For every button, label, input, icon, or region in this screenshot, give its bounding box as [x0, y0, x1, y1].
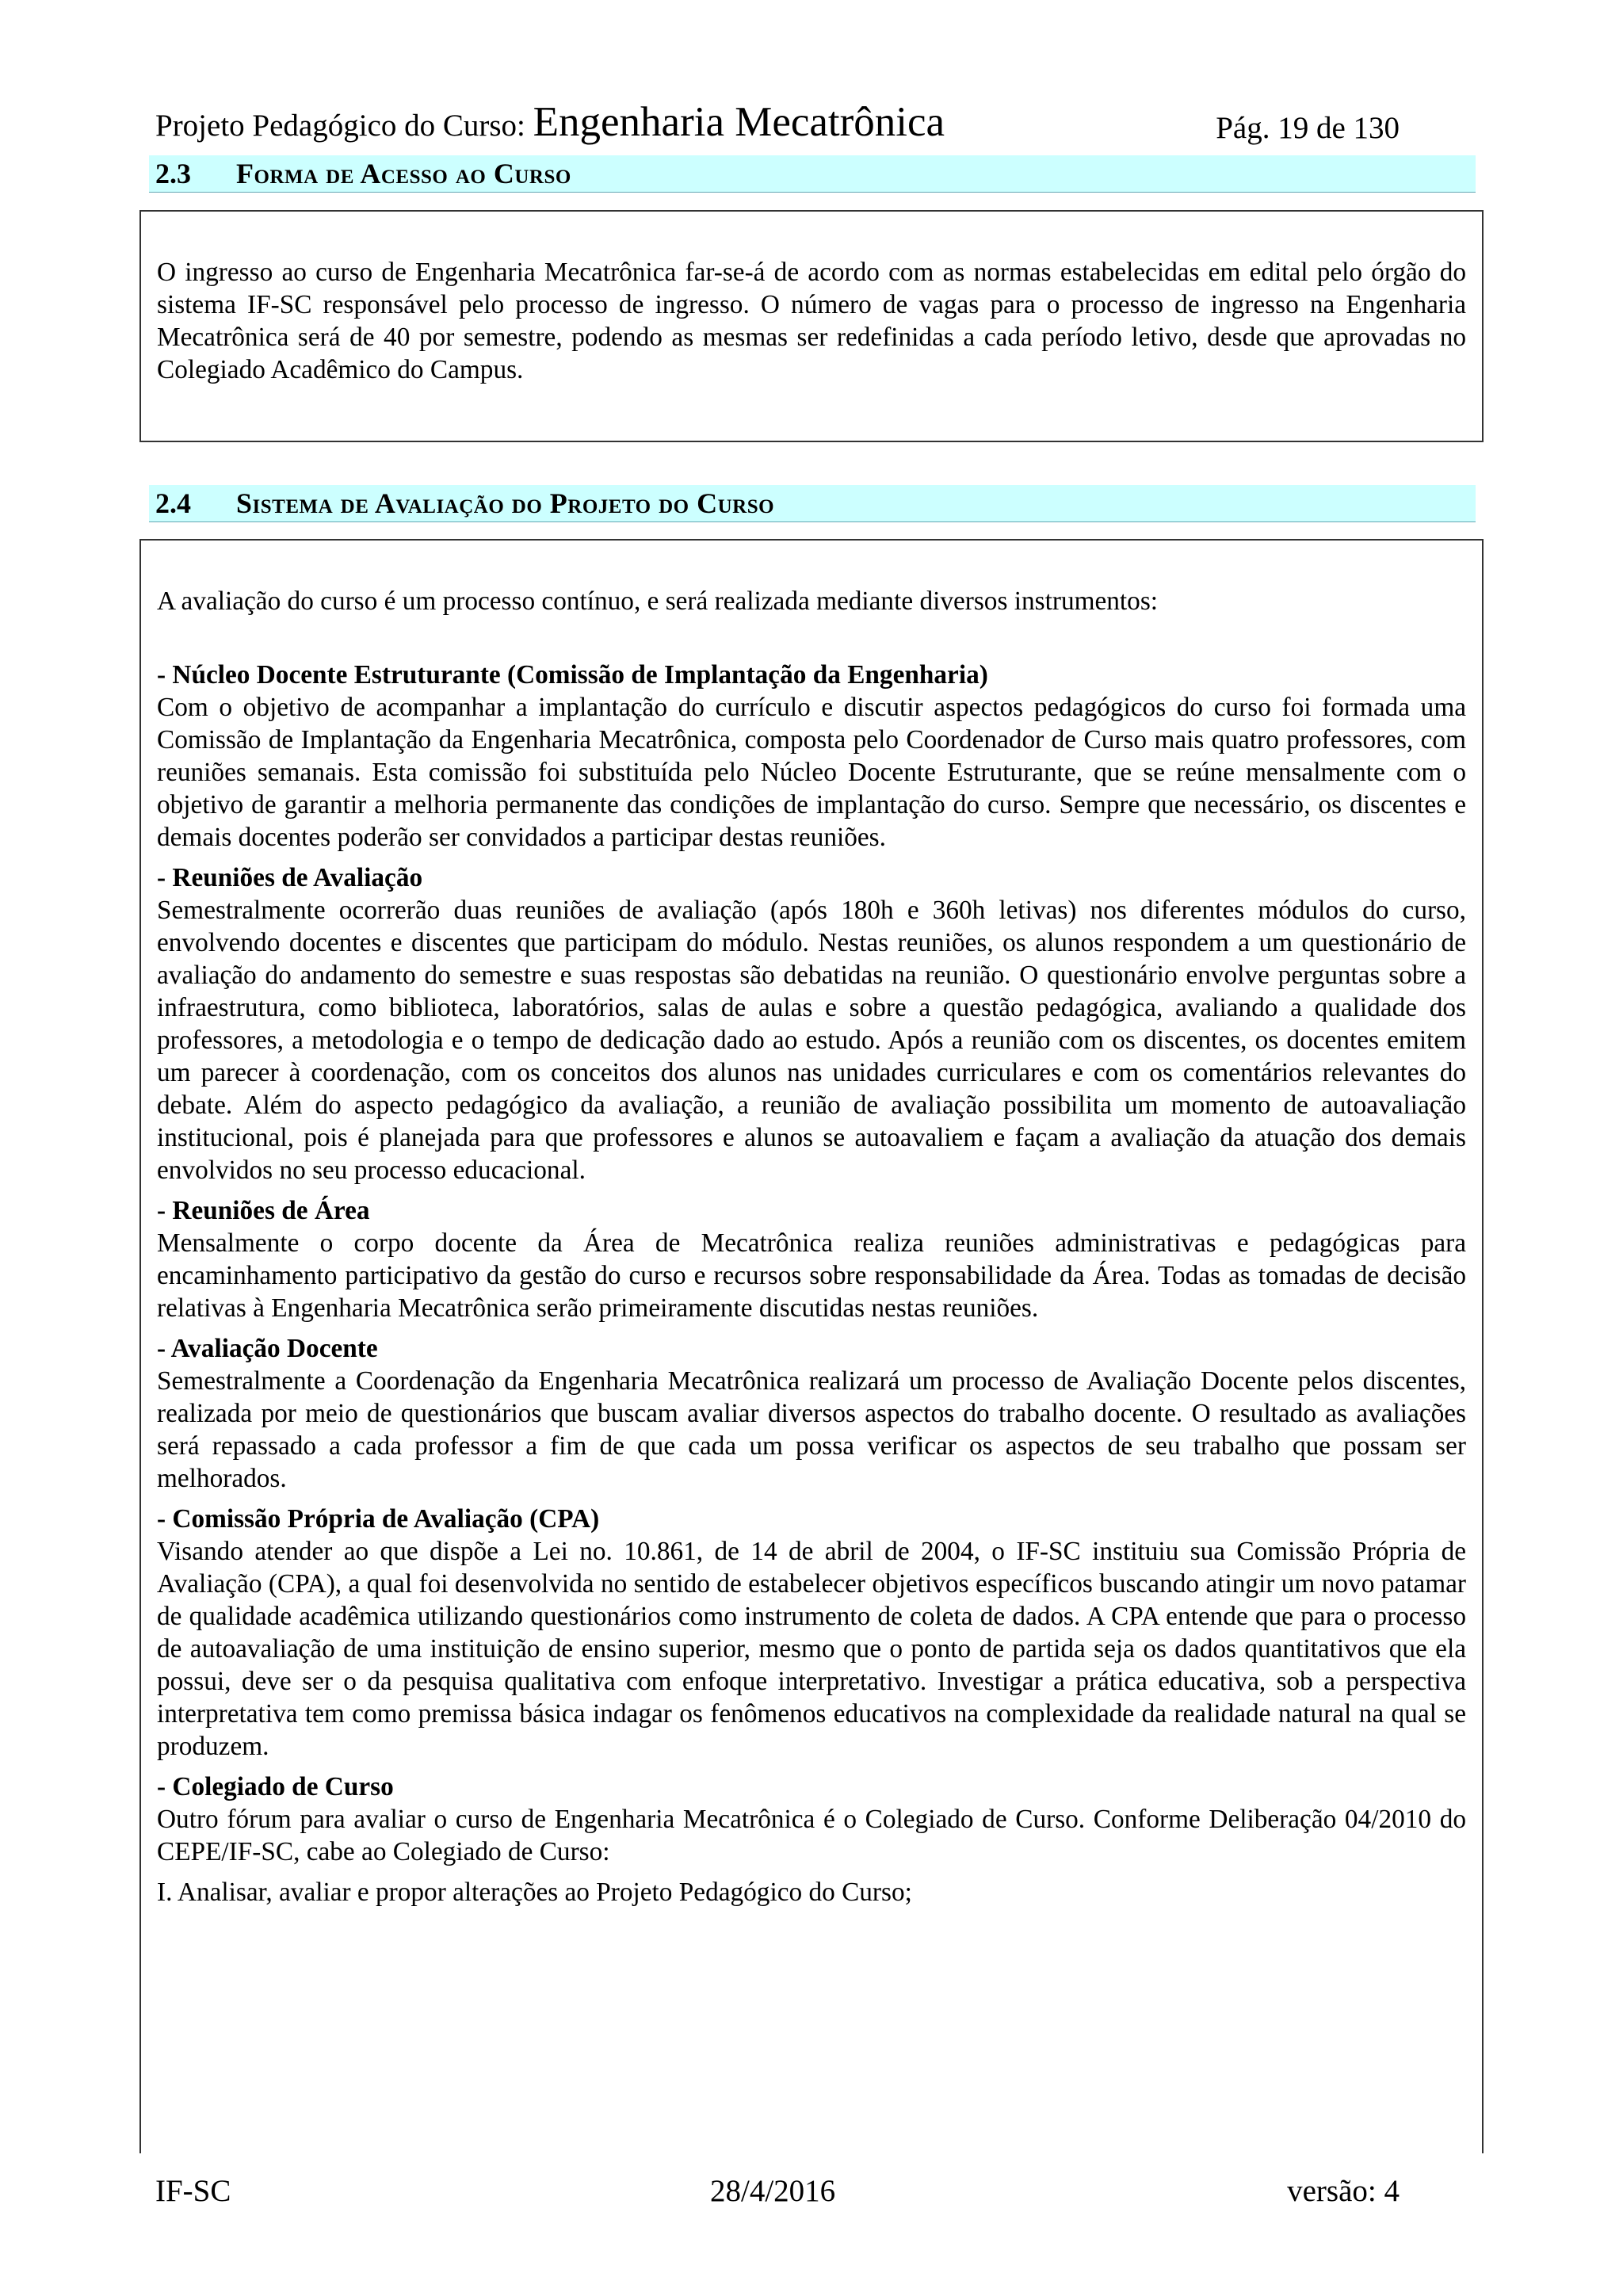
section-heading-2-4 [149, 485, 1476, 522]
subsection-heading: - Reuniões de Área [157, 1196, 370, 1225]
subsection-heading: - Reuniões de Avaliação [157, 863, 423, 892]
page-footer [155, 2173, 1400, 2213]
subsection-heading: - Colegiado de Curso [157, 1772, 394, 1801]
subsection-heading: - Núcleo Docente Estruturante (Comissão de Implantação da Engenharia) [157, 660, 988, 690]
paragraph: O ingresso ao curso de Engenharia Mecatrônica far-se-á de acordo com as normas estabelecidas em edital pelo órgão do sistema IF-SC responsável pelo processo de ingresso. O número de vagas para o processo de ingresso na Engenharia Mecatrônica será de 40 por semestre, podendo as mesmas ser redefinidas a cada período letivo, desde que aprovadas no Colegiado Acadêmico do Campus. [157, 258, 1466, 384]
section-body [157, 585, 1466, 1908]
subsection-text: Semestralmente ocorrerão duas reuniões de avaliação (após 180h e 360h letivas) nos diferentes módulos do curso, envolvendo docentes e discentes que participam do módulo. Nestas reuniões, os alunos respondem a um questionário de avaliação do andamento do semestre e suas respostas são debatidas na reunião. O questionário envolve perguntas sobre a infraestrutura, como biblioteca, laboratórios, salas de aulas e sobre a questão pedagógica, avaliando a qualidade dos professores, a metodologia e o tempo de dedicação dado ao estudo. Após a reunião com os discentes, os docentes emitem um parecer à coordenação, com os conceitos dos alunos nas unidades curriculares e com os comentários relevantes do debate. Além do aspecto pedagógico da avaliação, a reunião de avaliação possibilita um momento de autoavaliação institucional, pois é planejada para que professores e alunos se autoavaliem e façam a avaliação da atuação dos demais envolvidos no seu processo educacional. [157, 896, 1466, 1185]
section-heading-2-3 [149, 155, 1476, 193]
section-number: 2.3 [155, 158, 191, 189]
footer-institution: IF-SC [155, 2174, 231, 2208]
subsection-text: Semestralmente a Coordenação da Engenharia Mecatrônica realizará um processo de Avaliação Docente pelos discentes, realizada por meio de questionários que buscam avaliar diversos aspectos do trabalho docente. O resultado as avaliações será repassado a cada professor a fim de que cada um possa verificar os aspectos de seu trabalho que possam ser melhorados. [157, 1366, 1466, 1493]
section-title: Sistema de Avaliação do Projeto do Curso [236, 487, 775, 519]
subsection-heading: - Comissão Própria de Avaliação (CPA) [157, 1504, 600, 1534]
section-box-2-4 [139, 539, 1484, 2153]
section-number: 2.4 [155, 487, 191, 519]
section-title: Forma de Acesso ao Curso [236, 158, 571, 189]
footer-date: 28/4/2016 [710, 2174, 836, 2208]
subsection-text: Mensalmente o corpo docente da Área de Mecatrônica realiza reuniões administrativas e pedagógicas para encaminhamento participativo da gestão do curso e recursos sobre responsabilidade da Área. Todas as tomadas de decisão relativas à Engenharia Mecatrônica serão primeiramente discutidas nestas reuniões. [157, 1228, 1466, 1323]
intro-paragraph: A avaliação do curso é um processo contínuo, e será realizada mediante diversos instrumentos: [157, 586, 1159, 616]
subsection-text: Outro fórum para avaliar o curso de Engenharia Mecatrônica é o Colegiado de Curso. Conforme Deliberação 04/2010 do CEPE/IF-SC, cabe ao Colegiado de Curso: [157, 1805, 1466, 1866]
section-body [157, 256, 1466, 386]
footer-version: versão: 4 [1287, 2174, 1400, 2208]
document-label: Projeto Pedagógico do Curso: [155, 109, 533, 143]
subsection-text: Visando atender ao que dispõe a Lei no. 10.861, de 14 de abril de 2004, o IF-SC instituiu sua Comissão Própria de Avaliação (CPA), a qual foi desenvolvida no sentido de estabelecer objetivos específicos buscando atingir um novo patamar de qualidade acadêmica utilizando questionários como instrumento de coleta de dados. A CPA entende que para o processo de autoavaliação de uma instituição de ensino superior, mesmo que o ponto de partida seja os dados quantitativos que ela possui, deve ser o da pesquisa qualitativa com enfoque interpretativo. Investigar a prática educativa, sob a perspectiva interpretativa tem como premissa básica indagar os fenômenos educativos na complexidade da realidade natural na qual se produzem. [157, 1537, 1466, 1761]
subsection-heading: - Avaliação Docente [157, 1334, 378, 1363]
list-item: I. Analisar, avaliar e propor alterações ao Projeto Pedagógico do Curso; [157, 1878, 912, 1907]
course-name: Engenharia Mecatrônica [533, 99, 945, 145]
page-number: Pág. 19 de 130 [1216, 111, 1400, 145]
document-title [155, 98, 945, 146]
section-box-2-3 [139, 210, 1484, 442]
subsection-text: Com o objetivo de acompanhar a implantação do currículo e discutir aspectos pedagógicos do curso foi formada uma Comissão de Implantação da Engenharia Mecatrônica, composta pelo Coordenador de Curso mais quatro professores, com reuniões semanais. Esta comissão foi substituída pelo Núcleo Docente Estruturante, que se reúne mensalmente com o objetivo de garantir a melhoria permanente das condições de implantação do curso. Sempre que necessário, os discentes e demais docentes poderão ser convidados a participar destas reuniões. [157, 693, 1466, 852]
page-header [155, 97, 1400, 154]
